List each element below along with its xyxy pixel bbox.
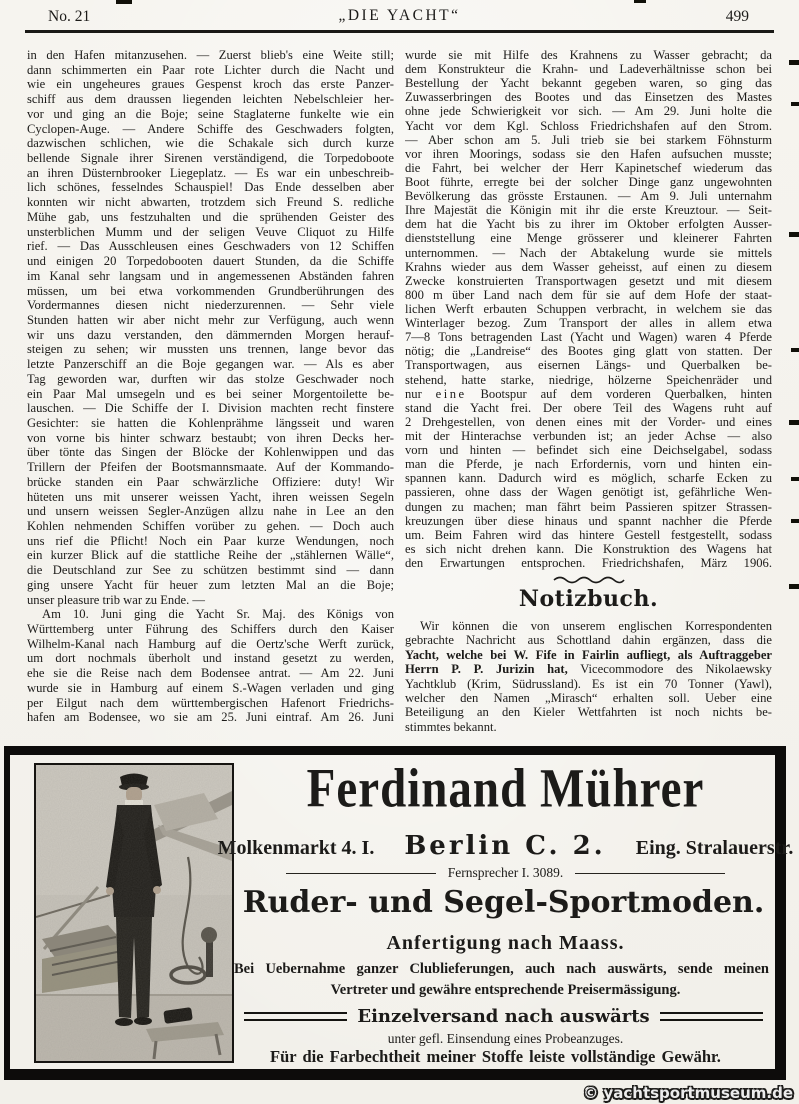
ad-body-line-2: Vertreter und gewähre entsprechende Preisermässigung. bbox=[330, 982, 681, 998]
text-line: dazwischen schlichen, wie die Schakale sich durch kurze bbox=[27, 136, 394, 151]
text-segment: Herrn P. P. Jurizin hat, bbox=[405, 662, 568, 677]
scan-artifact bbox=[116, 0, 132, 4]
text-line: Stunden hatten wir aber nicht mehr zur Verfügung, auch wenn bbox=[27, 312, 394, 327]
text-line: hüteten uns mit unserer weissen Yacht, ihren weissen Segeln bbox=[27, 489, 394, 504]
text-line: unsterblichen Mumm und der seligen Veuve Cliquot zu Hilfe bbox=[27, 224, 394, 239]
text-line: dungen zu machen; man fährt beim Passieren spitzer Strassen- bbox=[405, 499, 772, 514]
text-line: Winterlager bezog. Zum Transport der alles in allem etwa bbox=[405, 316, 772, 331]
ad-phone-row bbox=[238, 865, 773, 881]
text-line: Tag geworden war, durften wir das stolze Geschwader noch bbox=[27, 371, 394, 386]
text-line: und einigen 20 Torpedobooten dauert Stunden, da die Schiffe bbox=[27, 254, 394, 269]
scan-artifact bbox=[634, 0, 646, 3]
text-line: gebrachte Nachricht aus Schottland dahin ergänzen, dass die bbox=[405, 633, 772, 648]
text-segment: Yacht, welche bei W. Fife in Fairlin aufliegt, als Auftraggeber bbox=[405, 647, 772, 662]
text-line bbox=[405, 387, 772, 401]
text-line: ging unsere Yacht für heuer zum letzten Mal an die Boje; bbox=[27, 577, 394, 592]
text-line: dann schimmerten ein Paar rote Lichter durch die Nacht und bbox=[27, 62, 394, 77]
issue-number: No. 21 bbox=[48, 8, 91, 25]
text-line: Krahns wieder aus dem Wasser geheisst, auf einen zu diesem bbox=[405, 259, 772, 274]
text-line: vor ihren Moorings, sodass sie den Hafen aufsuchen musste; bbox=[405, 146, 772, 161]
text-line: nötig; die „Landreise“ des Bootes ging glatt von statten. Der bbox=[405, 344, 772, 359]
text-line: im Kanal sehr langsam und in angemessenen Abständen fahren bbox=[27, 268, 394, 283]
ad-guarantee: Für die Farbechtheit meiner Stoffe leiste vollständige Gewähr. bbox=[270, 1047, 721, 1066]
text-line: stand die Yacht frei. Der obere Teil des Wagens ruht auf bbox=[405, 400, 772, 415]
text-line: schiff aus dem draussen liegenden leichten Nebelschleier her- bbox=[27, 92, 394, 107]
text-line: wurde sie mit Hilfe des Krahnens zu Wasser gebracht; da bbox=[405, 48, 772, 62]
text-line bbox=[405, 662, 772, 676]
text-line: Transportwagen, aus eisernen Längs- und Querbalken be- bbox=[405, 358, 772, 373]
text-line: uns rief die Pflicht! Noch ein Paar kurze Wendungen, noch bbox=[27, 533, 394, 548]
text-line: über tönte das Singen der Blöcke der Kohlenwippen und das bbox=[27, 445, 394, 460]
ad-street: Molkenmarkt 4. I. bbox=[217, 837, 375, 859]
text-segment: nur bbox=[405, 386, 436, 401]
rule-right bbox=[575, 873, 725, 874]
text-line: Trillern der Pfeifen der Bootsmannsmaate. Auf der Kommando- bbox=[27, 460, 394, 475]
ad-banner-sub: unter gefl. Einsendung eines Probeanzuges. bbox=[387, 1031, 624, 1046]
advertiser-name: Ferdinand Mührer bbox=[306, 758, 705, 820]
ad-banner: Einzelversand nach auswärts bbox=[357, 1006, 650, 1027]
scan-artifact bbox=[789, 60, 799, 65]
text-line: um dort nochmals überholt und instand gesetzt zu werden, bbox=[27, 651, 394, 666]
text-line: lichen Werft erbauten Schuppen verbracht, in welchem sie das bbox=[405, 301, 772, 316]
scan-artifact bbox=[791, 102, 799, 106]
text-line bbox=[405, 648, 772, 662]
text-line: den Erwartungen entsprochen. Friedrichshafen, März 1906. bbox=[405, 555, 772, 570]
text-segment: Bootspur auf dem vorderen Querbalken, hinten bbox=[466, 386, 772, 401]
text-line: Yachtklub (Krim, Südrussland). Es ist ein 70 Tonner (Yawl), bbox=[405, 676, 772, 691]
scan-artifact bbox=[791, 348, 799, 352]
double-rule-right bbox=[660, 1012, 763, 1021]
squiggle-divider bbox=[405, 573, 772, 585]
sailor-suit-photo-illustration bbox=[34, 763, 234, 1063]
text-line: wurde sie in Hamburg auf einem S.-Wagen verladen und ging bbox=[27, 680, 394, 695]
notizbuch-heading: Notizbuch. bbox=[518, 586, 659, 613]
text-line: Bestellung der Yacht bekannt gegeben waren, so ging das bbox=[405, 76, 772, 91]
text-line: Yacht vor dem Kgl. Schloss Friedrichshafen auf den Strom. bbox=[405, 118, 772, 133]
ad-address-row bbox=[217, 831, 794, 861]
text-line: vorn und hinten — befindet sich eine Deichselgabel, sodass bbox=[405, 443, 772, 458]
text-line: Boot führte, erregte bei der solcher Dinge ganz ungewohnten bbox=[405, 174, 772, 189]
text-line: stimmtes bekannt. bbox=[405, 719, 497, 734]
text-line: 7—8 Tons betragenden Last (Yacht und Wagen) waren 4 Pferde bbox=[405, 330, 772, 345]
scan-artifact bbox=[791, 477, 799, 481]
text-line: Kohlen nehmenden Schiffen vorüber zu gehen. — Doch auch bbox=[27, 519, 394, 533]
text-line: Wilhelm-Kanal nach Hamburg auf die Oertz'sche Werft zurück, bbox=[27, 636, 394, 651]
scan-artifact bbox=[789, 584, 799, 589]
text-line: 800 m über Land nach dem für sie auf dem Hofe der staat- bbox=[405, 287, 772, 302]
advertisement-frame bbox=[4, 746, 794, 1080]
text-line: 2 Drehgestellen, von denen eines mit der Vorder- und eines bbox=[405, 414, 772, 429]
article-right-column bbox=[405, 48, 772, 734]
text-line: — Aber schon am 5. Juli trieb sie bei starkem Föhnsturm bbox=[405, 132, 772, 147]
scan-artifact bbox=[789, 232, 799, 237]
text-line: unternommen. — Nach der Abtakelung wurde sie mittels bbox=[405, 245, 772, 260]
text-line: Zwecke konstruierten Transportwagen gesetzt und mit diesem bbox=[405, 273, 772, 288]
text-line: Zuwasserbringen des Bootes und das Einsetzen des Mastes bbox=[405, 90, 772, 105]
text-line: ein Paar Mal umsegeln und es bei seiner Morgentoilette be- bbox=[27, 386, 394, 401]
text-line: wie ein ungeheures graues Gespenst kroch das erste Panzer- bbox=[27, 77, 394, 92]
text-line: unser pleasure trib war zu Ende. — bbox=[27, 592, 205, 607]
text-line: ohne jede Schwierigkeit vor sich. — Am 29. Juni holte die bbox=[405, 104, 772, 119]
double-rule-left bbox=[244, 1012, 347, 1021]
text-line: welcher den Namen „Mirasch“ erhalten soll. Ueber eine bbox=[405, 691, 772, 705]
text-line: in den Hafen mitanzusehen. — Zuerst blieb's eine Weite still; bbox=[27, 48, 394, 62]
text-line: Beteiligung an den Kieler Wettfahrten ist noch nichts be- bbox=[405, 705, 772, 720]
text-line: und unsern weissen Segler-Anzügen allzu nahe in Lee an den bbox=[27, 504, 394, 519]
text-line: passieren, ohne dass der Wagen genötigt ist, gefährliche Wen- bbox=[405, 485, 772, 500]
text-line: Bevölkerung das grösste Erstaunen. — Am 9. Juli unternahm bbox=[405, 189, 772, 204]
text-line: rief. — Das Ausschleusen eines Geschwaders von 12 Schiffen bbox=[27, 239, 394, 254]
ad-banner-row bbox=[234, 1006, 773, 1027]
ad-entrance: Eing. Stralauerstr. bbox=[635, 837, 794, 859]
scan-artifact bbox=[789, 420, 799, 425]
watermark: © yachtsportmuseum.de bbox=[583, 1084, 793, 1102]
scan-artifact bbox=[791, 519, 799, 523]
text-line: brücke standen ein Paar schwärzliche Offiziere: duty! Wir bbox=[27, 474, 394, 489]
text-line: stehend, hatte starke, niedrige, hölzerne Speichenräder und bbox=[405, 372, 772, 387]
magazine-title: „DIE YACHT“ bbox=[338, 7, 461, 24]
notizbuch-text bbox=[405, 619, 772, 734]
article-right-text bbox=[405, 48, 772, 570]
text-line: dem hat die Yacht bis zu ihrer im Oktober erfolgten Ausser- bbox=[405, 217, 772, 232]
text-line: von vorne bis hinter schwarz bestaubt; von ihren Decks her- bbox=[27, 430, 394, 445]
text-line: Württemberg unter Führung des Schiffers durch den Kaiser bbox=[27, 622, 394, 637]
text-line: ehe sie die Reise nach dem Bodensee antrat. — Am 22. Juni bbox=[27, 666, 394, 681]
text-line: Mühe gab, uns festzuhalten und die sprühenden Geister des bbox=[27, 209, 394, 224]
text-line: Ihre Majestät die Königin mit ihr die erste Kreuztour. — Seit- bbox=[405, 203, 772, 218]
ad-headline: Ruder- und Segel-Sportmoden. bbox=[242, 885, 765, 920]
text-line: lauschen. — Die Schiffe der I. Division machten recht finstere bbox=[27, 401, 394, 416]
text-line: die Deutschland zur See zu schützen bestimmt sind — dann bbox=[27, 563, 394, 578]
header-rule bbox=[25, 30, 774, 33]
text-line: es sich nicht drehen kann. Die Konstruktion des Wagens hat bbox=[405, 541, 772, 556]
text-line: müssen, um bei etwa vorkommenden Grundberührungen des bbox=[27, 283, 394, 298]
page-number: 499 bbox=[725, 8, 749, 25]
text-line: spannen kann. Dadurch wird es möglich, scharfe Ecken zu bbox=[405, 471, 772, 486]
text-segment: eine bbox=[435, 386, 467, 401]
ad-phone: Fernsprecher I. 3089. bbox=[447, 865, 564, 880]
text-line: hafen am Bodensee, wo sie am 25. Juni eintraf. Am 26. Juni bbox=[27, 710, 394, 725]
text-line: lich schönes, fesselndes Schauspiel! Das Ende desselben aber bbox=[27, 180, 394, 195]
text-line: per Eilgut nach dem württembergischen Hafenort Friedrichs- bbox=[27, 695, 394, 710]
text-segment: Vicecommodore des Nikolaewsky bbox=[567, 662, 772, 677]
rule-left bbox=[286, 873, 436, 874]
text-line: kreuzungen über diese hinaus und spannt nachher die Pferde bbox=[405, 513, 772, 528]
text-line: dienststellung eine Menge grösserer und kleinerer Fahrten bbox=[405, 231, 772, 246]
text-line: mit der Hinterachse verbunden ist; an jeder Achse — also bbox=[405, 428, 772, 443]
text-line: bellende Signale ihrer Sirenen verständigend, die Torpedoboote bbox=[27, 151, 394, 166]
text-line: wir uns dazu verstanden, den dämmernden Morgen herauf- bbox=[27, 327, 394, 342]
text-line: Cyclopen-Auge. — Andere Schiffe des Geschwaders folgten, bbox=[27, 121, 394, 136]
article-left-column bbox=[27, 48, 394, 725]
text-line: Am 10. Juni ging die Yacht Sr. Maj. des Königs von bbox=[42, 607, 394, 622]
ad-body-line-1: Bei Uebernahme ganzer Clublieferungen, auch nach auswärts, sende meinen bbox=[234, 961, 769, 977]
text-line: die Fahrt, bei welcher der Herr Kapinetschef wiederum das bbox=[405, 160, 772, 175]
text-line: dem Konstrukteur die Krahn- und Ladeverhältnisse schon bei bbox=[405, 62, 772, 77]
text-line: konnten wir nicht abwarten, trotzdem sich Freund S. redliche bbox=[27, 195, 394, 210]
text-line: Wir können die von unserem englischen Korrespondenten bbox=[420, 619, 772, 634]
text-line: steigen zu sehen; wir mussten uns trennen, lange bevor das bbox=[27, 342, 394, 357]
text-line: Vordermannes diesen nicht niederzurennen. — Sehr viele bbox=[27, 298, 394, 313]
text-line: ein kurzer Blick auf die stattliche Reihe der „stählernen Wälle“, bbox=[27, 548, 394, 563]
text-line: Gesichter: sie hatten die Kohlenprähme längsseit und waren bbox=[27, 415, 394, 430]
text-line: an ihren Düsternbrooker Liegeplatz. — Es war ein unbeschreib- bbox=[27, 165, 394, 180]
text-line: vor und ging an die Boje; seine Staglaterne funkelte wie ein bbox=[27, 106, 394, 121]
ad-subline: Anfertigung nach Maass. bbox=[386, 932, 625, 954]
text-line: um. Beim Fahren wird das hintere Gestell festgestellt, sodass bbox=[405, 527, 772, 542]
text-line: man die Pferde, je nach Erfordernis, vorn und hinten ein- bbox=[405, 457, 772, 472]
ad-city: Berlin C. 2. bbox=[404, 831, 606, 861]
text-line: letzte Panzerschiff an die Boje gegangen war. — Als es aber bbox=[27, 357, 394, 372]
